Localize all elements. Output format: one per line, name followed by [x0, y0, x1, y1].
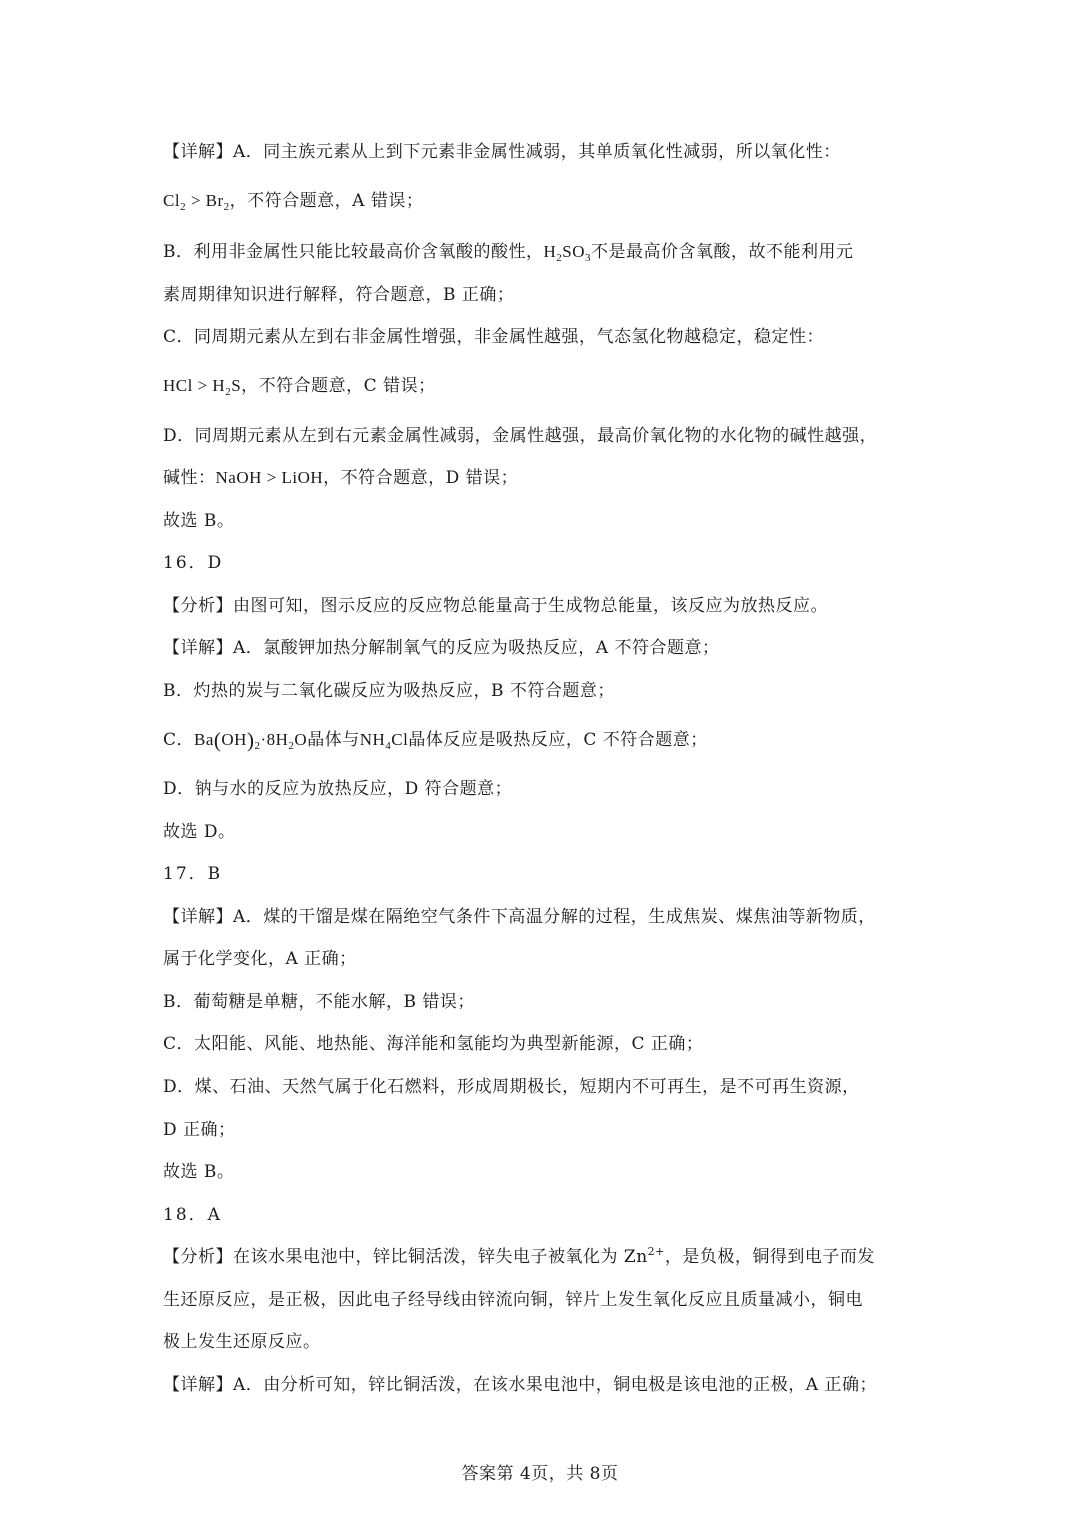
- q15-detail-a-line2: $Cl_2 > Br_2$，不符合题意，A 错误；: [163, 191, 424, 213]
- q15-formula-cl2-br2: $Cl_2 > Br_2$: [163, 191, 230, 213]
- q15-detail-d-line2: 碱性：NaOH > LiOH，不符合题意，D 错误；: [163, 468, 519, 488]
- q18-analysis-line2: 生还原反应，是正极，因此电子经导线由锌流向铜，锌片上发生氧化反应且质量减小，铜电: [163, 1290, 863, 1310]
- q18-analysis-line3: 极上发生还原反应。: [163, 1332, 321, 1352]
- q17-detail-c: C．太阳能、风能、地热能、海洋能和氢能均为典型新能源，C 正确；: [163, 1034, 704, 1054]
- q16-formula-nh4cl: $NH_4Cl$: [359, 730, 409, 752]
- q18-answer: 18．A: [163, 1205, 222, 1225]
- q17-detail-d-line1: D．煤、石油、天然气属于化石燃料，形成周期极长，短期内不可再生，是不可再生资源，: [163, 1077, 860, 1097]
- q16-detail-a: 【详解】A．氯酸钾加热分解制氧气的反应为吸热反应，A 不符合题意；: [163, 638, 720, 658]
- q16-answer: 16．D: [163, 553, 224, 573]
- q15-formula-h2so3: $H_2SO_3$: [543, 242, 592, 264]
- q15-detail-c-line2: HCl > $H_2S$，不符合题意，C 错误；: [163, 376, 436, 398]
- q15-formula-hcl-h2s: HCl > $H_2S$: [163, 376, 242, 398]
- q16-detail-d: D．钠与水的反应为放热反应，D 符合题意；: [163, 779, 513, 799]
- q18-analysis-line1: 【分析】在该水果电池中，锌比铜活泼，锌失电子被氧化为 $Zn^{2+}$，是负极，铜得到电子而发: [163, 1245, 875, 1267]
- q15-detail-a-line1: 【详解】A．同主族元素从上到下元素非金属性减弱，其单质氧化性减弱，所以氧化性：: [163, 142, 841, 162]
- q17-answer: 17．B: [163, 864, 223, 884]
- page-footer: 答案第 4页，共 8页: [461, 1464, 619, 1484]
- q17-detail-a-line2: 属于化学变化，A 正确；: [163, 949, 357, 969]
- q16-detail-b: B．灼热的炭与二氧化碳反应为吸热反应，B 不符合题意；: [163, 681, 615, 701]
- q15-formula-naoh-lioh: NaOH > LiOH: [215, 468, 324, 487]
- q15-detail-b-line2: 素周期律知识进行解释，符合题意，B 正确；: [163, 285, 515, 305]
- q16-analysis: 【分析】由图可知，图示反应的反应物总能量高于生成物总能量，该反应为放热反应。: [163, 596, 828, 616]
- q16-formula-baoh2: $Ba(OH)_2\cdot 8H_2O$: [194, 728, 308, 752]
- q17-conclusion: 故选 B。: [163, 1162, 235, 1182]
- q17-detail-a-line1: 【详解】A．煤的干馏是煤在隔绝空气条件下高温分解的过程，生成焦炭、煤焦油等新物质，: [163, 907, 876, 927]
- q15-detail-d-line1: D．同周期元素从左到右元素金属性减弱，金属性越强，最高价氧化物的水化物的碱性越强，: [163, 426, 878, 446]
- q18-detail-a: 【详解】A．由分析可知，锌比铜活泼，在该水果电池中，铜电极是该电池的正极，A 正确；: [163, 1375, 877, 1395]
- q16-detail-c: C．$Ba(OH)_2\cdot 8H_2O$晶体与$NH_4Cl$晶体反应是吸热反应，C 不符合题意；: [163, 728, 708, 752]
- q17-detail-d-line2: D 正确；: [163, 1120, 236, 1140]
- q16-conclusion: 故选 D。: [163, 822, 236, 842]
- q15-conclusion: 故选 B。: [163, 511, 235, 531]
- q17-detail-b: B．葡萄糖是单糖，不能水解，B 错误；: [163, 992, 475, 1012]
- q15-detail-c-line1: C．同周期元素从左到右非金属性增强，非金属性越强，气态氢化物越稳定，稳定性：: [163, 327, 825, 347]
- q15-detail-b-line1: B．利用非金属性只能比较最高价含氧酸的酸性，$H_2SO_3$不是最高价含氧酸，故不能利用元: [163, 242, 854, 264]
